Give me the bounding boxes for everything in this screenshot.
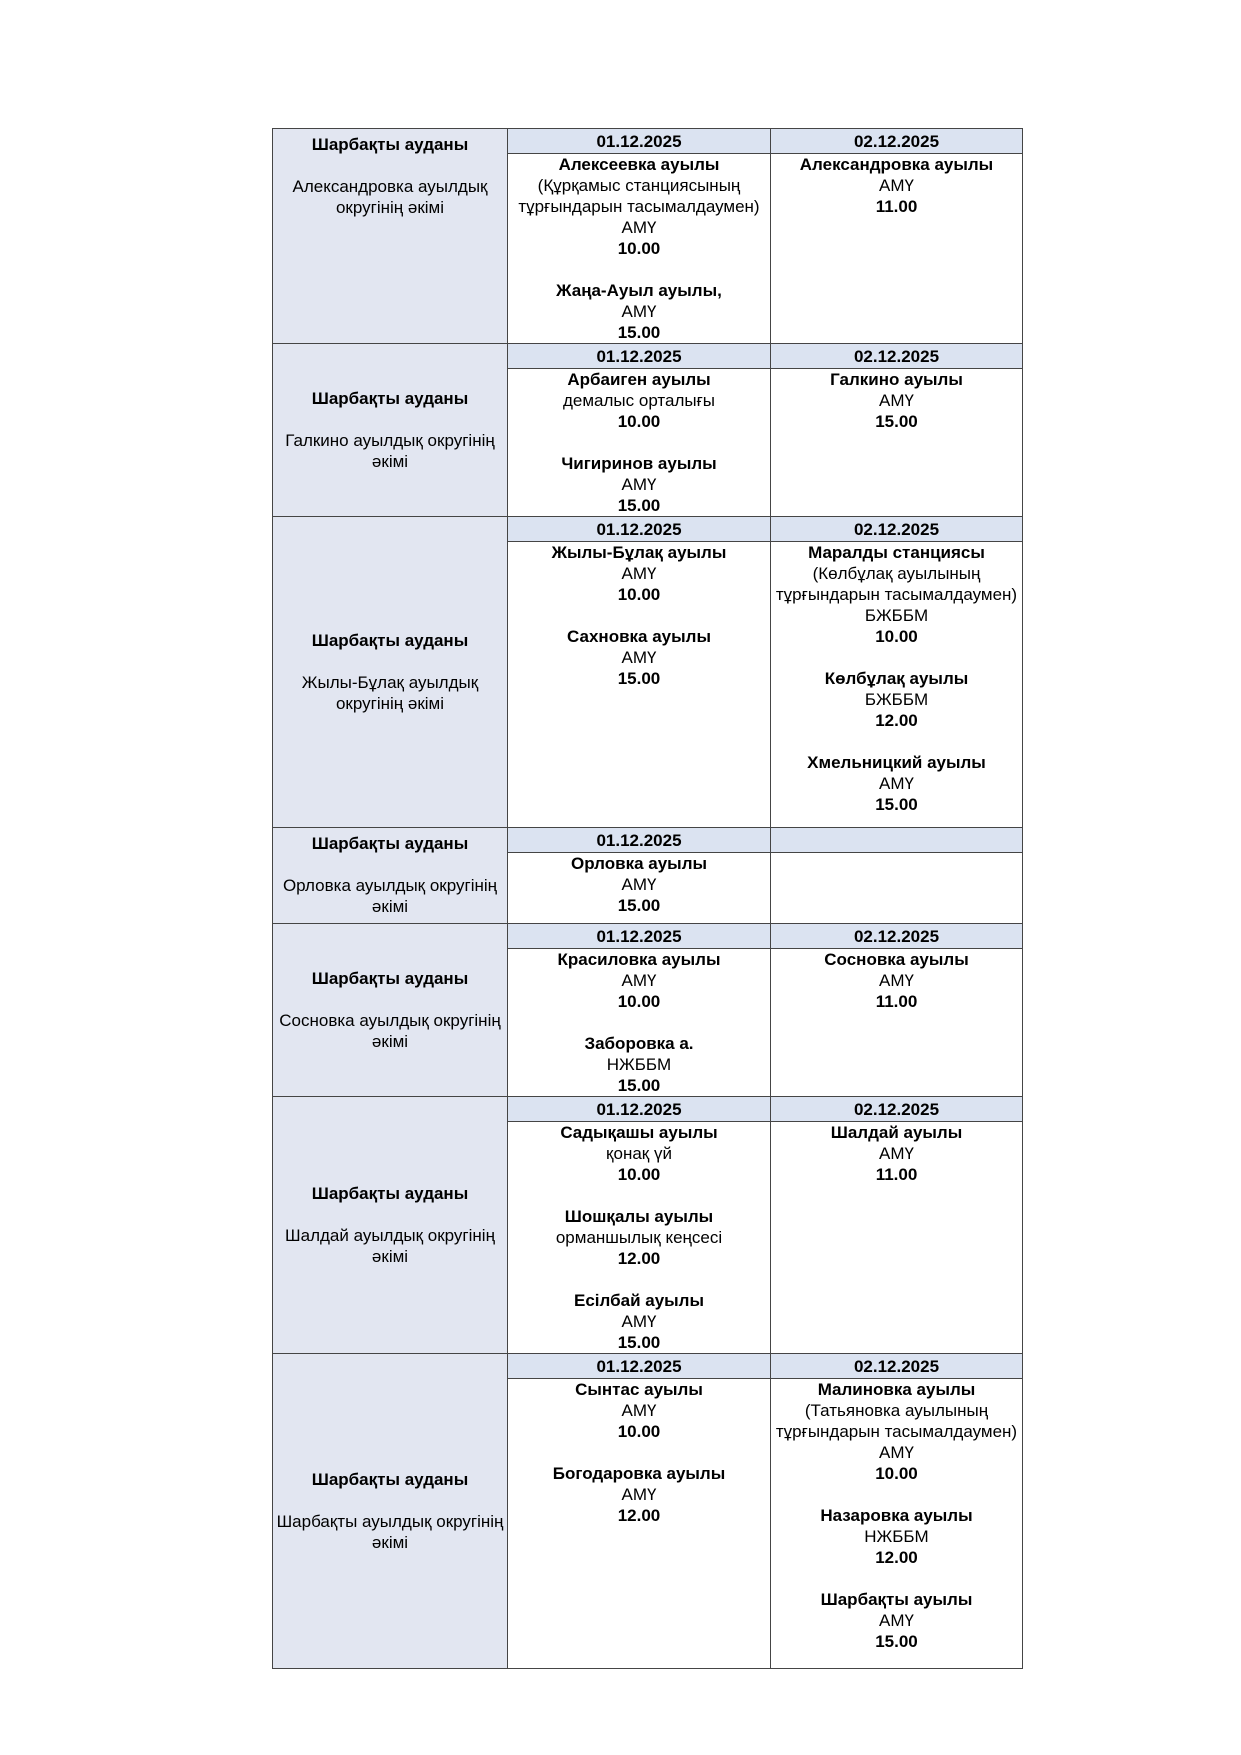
venue-detail: АМҮ bbox=[621, 1401, 657, 1420]
schedule-entry bbox=[508, 154, 770, 259]
schedule-cell-col2 bbox=[771, 542, 1023, 828]
schedule-cell-col2 bbox=[771, 853, 1023, 924]
visit-time: 15.00 bbox=[617, 1333, 661, 1352]
schedule-entry bbox=[771, 1122, 1022, 1185]
schedule-cell-col1 bbox=[508, 1379, 771, 1669]
village-name: Хмельницкий ауылы bbox=[807, 753, 986, 772]
district-official: Шарбақты ауылдық округінің әкімі bbox=[276, 1512, 504, 1552]
visit-time: 15.00 bbox=[617, 669, 661, 688]
schedule-cell-col2 bbox=[771, 369, 1023, 517]
date-header-col2: 02.12.2025 bbox=[771, 1097, 1023, 1122]
venue-detail: БЖББМ bbox=[864, 690, 929, 709]
district-cell bbox=[273, 129, 508, 344]
district-official: Сосновка ауылдық округінің әкімі bbox=[279, 1011, 501, 1051]
village-name: Жаңа-Ауыл ауылы, bbox=[556, 281, 722, 300]
schedule-cell-col2 bbox=[771, 154, 1023, 344]
date-header-col2: 02.12.2025 bbox=[771, 344, 1023, 369]
block-header-row bbox=[273, 344, 1023, 369]
venue-detail: АМҮ bbox=[621, 475, 657, 494]
schedule-entry bbox=[508, 949, 770, 1012]
date-header-col2: 02.12.2025 bbox=[771, 924, 1023, 949]
district-official: Орловка ауылдық округінің әкімі bbox=[282, 876, 498, 916]
village-name: Сосновка ауылы bbox=[824, 950, 969, 969]
district-name: Шарбақты ауданы bbox=[311, 1470, 469, 1489]
schedule-cell-col1 bbox=[508, 154, 771, 344]
spacer bbox=[273, 1204, 507, 1225]
venue-detail: АМҮ bbox=[879, 391, 914, 410]
schedule-entry bbox=[771, 668, 1022, 731]
schedule-entry bbox=[508, 1122, 770, 1185]
district-name: Шарбақты ауданы bbox=[311, 834, 469, 853]
block-header-row bbox=[273, 828, 1023, 853]
schedule-entry bbox=[771, 949, 1022, 1012]
schedule-entry bbox=[771, 1589, 1022, 1652]
venue-detail: АМҮ bbox=[879, 971, 914, 990]
visit-time: 12.00 bbox=[617, 1249, 661, 1268]
district-cell bbox=[273, 1354, 508, 1669]
village-name: Шарбақты ауылы bbox=[820, 1590, 973, 1609]
schedule-cell-col2 bbox=[771, 1122, 1023, 1354]
schedule-entry bbox=[508, 1463, 770, 1526]
schedule-entry bbox=[508, 626, 770, 689]
schedule-cell-col1 bbox=[508, 949, 771, 1097]
schedule-entry bbox=[508, 1206, 770, 1269]
visit-time: 10.00 bbox=[617, 1422, 661, 1441]
date-header-col1: 01.12.2025 bbox=[508, 1097, 771, 1122]
venue-detail: қонақ үй bbox=[606, 1144, 672, 1163]
venue-detail: НЖББМ bbox=[864, 1527, 929, 1546]
venue-detail: АМҮ bbox=[621, 648, 657, 667]
village-name: Жылы-Бұлақ ауылы bbox=[551, 543, 727, 562]
schedule-entry bbox=[508, 1033, 770, 1096]
date-header-col2: 02.12.2025 bbox=[771, 1354, 1023, 1379]
visit-time: 15.00 bbox=[617, 496, 661, 515]
venue-detail: АМҮ bbox=[879, 774, 914, 793]
visit-time: 12.00 bbox=[875, 1548, 918, 1567]
district-cell bbox=[273, 828, 508, 924]
date-header-col2 bbox=[771, 828, 1023, 853]
venue-detail: АМҮ bbox=[621, 875, 657, 894]
visit-time: 12.00 bbox=[875, 711, 918, 730]
village-name: Шалдай ауылы bbox=[830, 1123, 963, 1142]
block-header-row bbox=[273, 517, 1023, 542]
district-name: Шарбақты ауданы bbox=[311, 631, 469, 650]
spacer bbox=[273, 1490, 507, 1511]
village-name: Орловка ауылы bbox=[570, 854, 708, 873]
visit-time: 10.00 bbox=[617, 239, 661, 258]
visit-time: 15.00 bbox=[617, 896, 661, 915]
schedule-cell-col2 bbox=[771, 949, 1023, 1097]
district-official: Александровка ауылдық округінің әкімі bbox=[292, 177, 488, 217]
village-name: Сахновка ауылы bbox=[567, 627, 711, 646]
visit-time: 10.00 bbox=[617, 992, 661, 1011]
schedule-entry bbox=[771, 154, 1022, 217]
date-header-col1: 01.12.2025 bbox=[508, 924, 771, 949]
visit-time: 10.00 bbox=[875, 1464, 918, 1483]
venue-detail: АМҮ bbox=[879, 176, 914, 195]
village-name: Красиловка ауылы bbox=[557, 950, 721, 969]
schedule-entry bbox=[771, 752, 1022, 815]
date-header-col1: 01.12.2025 bbox=[508, 344, 771, 369]
date-header-col1: 01.12.2025 bbox=[508, 517, 771, 542]
venue-detail: (Татьяновка ауылының тұрғындарын тасымалдаумен) bbox=[775, 1401, 1018, 1441]
block-header-row bbox=[273, 129, 1023, 154]
block-header-row bbox=[273, 1354, 1023, 1379]
schedule-entry bbox=[508, 1290, 770, 1353]
date-header-col1: 01.12.2025 bbox=[508, 828, 771, 853]
venue-detail: (Көлбұлақ ауылының тұрғындарын тасымалдаумен) bbox=[775, 564, 1018, 604]
venue-detail: АМҮ bbox=[621, 564, 657, 583]
schedule-entry bbox=[508, 453, 770, 516]
venue-detail: АМҮ bbox=[621, 302, 657, 321]
village-name: Заборовка а. bbox=[584, 1034, 694, 1053]
schedule-cell-col2 bbox=[771, 1379, 1023, 1669]
village-name: Көлбұлақ ауылы bbox=[824, 669, 969, 688]
venue-detail: АМҮ bbox=[879, 1144, 914, 1163]
venue-detail: орманшылық кеңсесі bbox=[555, 1228, 723, 1247]
village-name: Александровка ауылы bbox=[799, 155, 994, 174]
district-official: Галкино ауылдық округінің әкімі bbox=[285, 431, 495, 471]
village-name: Богодаровка ауылы bbox=[552, 1464, 726, 1483]
district-cell bbox=[273, 344, 508, 517]
district-name: Шарбақты ауданы bbox=[311, 389, 469, 408]
schedule-entry bbox=[771, 1379, 1022, 1484]
schedule-cell-col1 bbox=[508, 1122, 771, 1354]
spacer bbox=[273, 409, 507, 430]
schedule-entry bbox=[771, 542, 1022, 647]
venue-detail: АМҮ bbox=[621, 1485, 657, 1504]
district-official: Жылы-Бұлақ ауылдық округінің әкімі bbox=[301, 673, 479, 713]
village-name: Алексеевка ауылы bbox=[558, 155, 720, 174]
venue-detail: АМҮ bbox=[879, 1443, 914, 1462]
venue-detail: (Құрқамыс станциясының тұрғындарын тасымалдаумен) bbox=[518, 176, 760, 216]
village-name: Садықашы ауылы bbox=[560, 1123, 718, 1142]
venue-detail: демалыс орталығы bbox=[562, 391, 716, 410]
spacer bbox=[273, 854, 507, 875]
date-header-col1: 01.12.2025 bbox=[508, 1354, 771, 1379]
visit-time: 15.00 bbox=[875, 412, 918, 431]
visit-time: 15.00 bbox=[875, 795, 918, 814]
schedule-entry bbox=[508, 853, 770, 916]
village-name: Малиновка ауылы bbox=[817, 1380, 976, 1399]
visit-time: 12.00 bbox=[617, 1506, 661, 1525]
schedule-entry bbox=[508, 1379, 770, 1442]
schedule-table bbox=[272, 128, 1023, 1669]
district-cell bbox=[273, 924, 508, 1097]
district-name: Шарбақты ауданы bbox=[311, 1184, 469, 1203]
visit-time: 10.00 bbox=[617, 412, 661, 431]
village-name: Назаровка ауылы bbox=[820, 1506, 973, 1525]
village-name: Чигиринов ауылы bbox=[561, 454, 717, 473]
visit-time: 11.00 bbox=[875, 992, 918, 1011]
visit-time: 15.00 bbox=[875, 1632, 918, 1651]
visit-time: 10.00 bbox=[617, 585, 661, 604]
schedule-cell-col1 bbox=[508, 369, 771, 517]
venue-detail: АМҮ bbox=[621, 1312, 657, 1331]
block-header-row bbox=[273, 1097, 1023, 1122]
date-header-col2: 02.12.2025 bbox=[771, 517, 1023, 542]
village-name: Сынтас ауылы bbox=[575, 1380, 703, 1399]
visit-time: 15.00 bbox=[617, 1076, 661, 1095]
date-header-col2: 02.12.2025 bbox=[771, 129, 1023, 154]
village-name: Маралды станциясы bbox=[808, 543, 985, 562]
visit-time: 10.00 bbox=[617, 1165, 661, 1184]
schedule-cell-col1 bbox=[508, 853, 771, 924]
venue-detail: БЖББМ bbox=[864, 606, 929, 625]
village-name: Шошқалы ауылы bbox=[564, 1207, 714, 1226]
date-header-col1: 01.12.2025 bbox=[508, 129, 771, 154]
schedule-entry bbox=[508, 280, 770, 343]
district-name: Шарбақты ауданы bbox=[311, 969, 469, 988]
venue-detail: НЖББМ bbox=[606, 1055, 672, 1074]
spacer bbox=[273, 155, 507, 176]
spacer bbox=[273, 651, 507, 672]
schedule-entry bbox=[508, 369, 770, 432]
visit-time: 10.00 bbox=[875, 627, 918, 646]
venue-detail: АМҮ bbox=[621, 971, 657, 990]
schedule-entry bbox=[508, 542, 770, 605]
block-header-row bbox=[273, 924, 1023, 949]
district-cell bbox=[273, 1097, 508, 1354]
village-name: Арбаиген ауылы bbox=[567, 370, 711, 389]
spacer bbox=[273, 989, 507, 1010]
venue-detail: АМҮ bbox=[879, 1611, 914, 1630]
schedule-entry bbox=[771, 369, 1022, 432]
schedule-cell-col1 bbox=[508, 542, 771, 828]
venue-detail: АМҮ bbox=[621, 218, 657, 237]
visit-time: 11.00 bbox=[875, 1165, 918, 1184]
district-official: Шалдай ауылдық округінің әкімі bbox=[285, 1226, 495, 1266]
visit-time: 11.00 bbox=[875, 197, 918, 216]
district-cell bbox=[273, 517, 508, 828]
visit-time: 15.00 bbox=[617, 323, 661, 342]
village-name: Галкино ауылы bbox=[830, 370, 963, 389]
district-name: Шарбақты ауданы bbox=[311, 135, 469, 154]
schedule-entry bbox=[771, 1505, 1022, 1568]
village-name: Есілбай ауылы bbox=[574, 1291, 704, 1310]
